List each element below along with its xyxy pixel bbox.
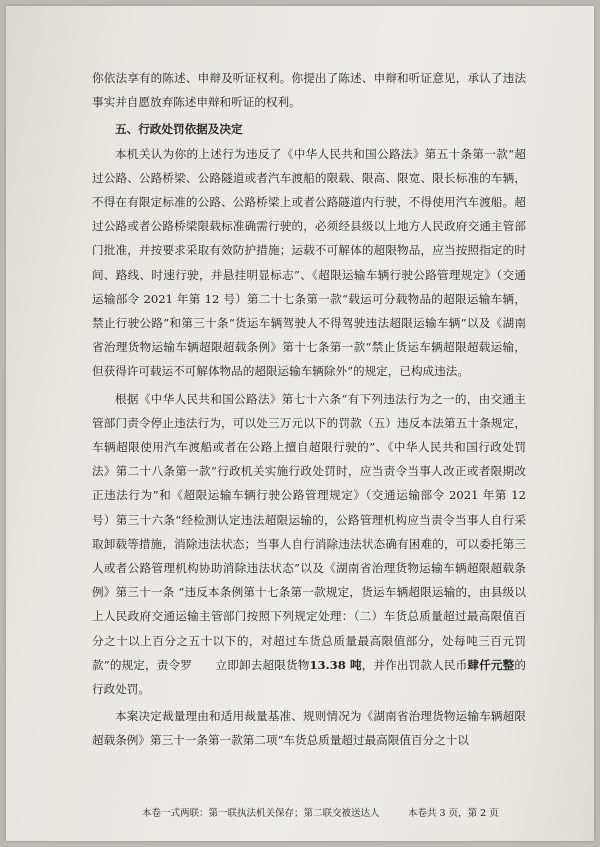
section-heading: 五、行政处罚依据及决定 bbox=[115, 122, 243, 137]
copies-note: 本卷一式两联：第一联执法机关保存；第二联交被送达人 bbox=[142, 808, 380, 819]
penalty-basis-text-b: 立即卸去超限货物 bbox=[215, 657, 310, 672]
page-footer bbox=[142, 805, 562, 819]
penalty-basis-text-d: 的行政处罚。 bbox=[92, 657, 526, 697]
paragraph-violation: 本机关认为你的上述行为违反了《中华人民共和国公路法》第五十条第一款“超过公路、公路桥梁、公路隧道或者汽车渡船的限载、限高、限宽、限长标准的车辆，不得在有限定标准的公路、公路桥梁上或者公路隧道内行驶，不得使用汽车渡船。超过公路或者公路桥梁限载标准确需行驶的，必须经县级以上地方人民政府交通主管部门批准，并按要求采取有效防护措施；运载不可解体的超限物品，应当按照指定的时间、路线、时速行驶，并悬挂明显标志”、《超限运输车辆行驶公路管理规定》（交通运输部令 2021 年第 12 号）第二十七条第一款“载运可分载物品的超限运输车辆，禁止行驶公路”和第三十条“货运车辆驾驶人不得驾驶违法超限运输车辆”以及《湖南省治理货物运输车辆超限超载条例》第十七条第一款“禁止货运车辆超限超载运输，但获得许可载运不可解体物品的超限运输车辆除外”的规定，已构成违法。 bbox=[92, 146, 526, 379]
page-info: 本卷共 3 页，第 2 页 bbox=[408, 808, 499, 819]
penalty-basis-text-c: ，并作出罚款人民币 bbox=[361, 657, 468, 672]
document-body bbox=[92, 66, 526, 753]
document-page bbox=[6, 6, 594, 841]
paragraph-penalty-basis bbox=[92, 387, 526, 702]
paragraph-discretion: 本案决定裁量理由和适用裁量基准、规则情况为《湖南省治理货物运输车辆超限超载条例》第三十一条第一款第二项“车货总质量超过最高限值百分之十以 bbox=[92, 709, 526, 748]
unload-amount: 13.38 吨 bbox=[309, 657, 362, 672]
penalty-basis-text: 根据《中华人民共和国公路法》第七十六条“有下列违法行为之一的，由交通主管部门责令停止违法行为，可以处三万元以下的罚款（五）违反本法第五十条规定，车辆超限使用汽车渡船或者在公路上擅自超限行驶的”、《中华人民共和国行政处罚法》第二十八条第一款“行政机关实施行政处罚时，应当责令当事人改正或者限期改正违法行为”和《超限运输车辆行驶公路管理规定》（交通运输部令 2021 年第 12 号）第三十六条“经检测认定违法超限运输的，公路管理机构应当责令当事人自行采取卸载等措施，消除违法状态；当事人自行消除违法状态确有困难的，可以委托第三人或者公路管理机构协助消除违法状态”以及《湖南省治理货物运输车辆超限超载条例》第三十一条 “违反本条例第十七条第一款规定，货运车辆超限运输的，由县级以上人民政府交通运输主管部门按照下列规定处理：（二）车货总质量超过最高限值百分之十以上百分之五十以下的，对超过车货总质量最高限值部分，处每吨三百元罚款”的规定，责令罗 bbox=[92, 391, 526, 672]
fine-amount: 肆仟元整 bbox=[467, 657, 515, 672]
paragraph-rights: 你依法享有的陈述、申辩及听证权利。你提出了陈述、申辩和听证意见，承认了违法事实并自愿放弃陈述申辩和听证的权利。 bbox=[92, 71, 526, 110]
redacted-name-gap bbox=[192, 658, 216, 672]
